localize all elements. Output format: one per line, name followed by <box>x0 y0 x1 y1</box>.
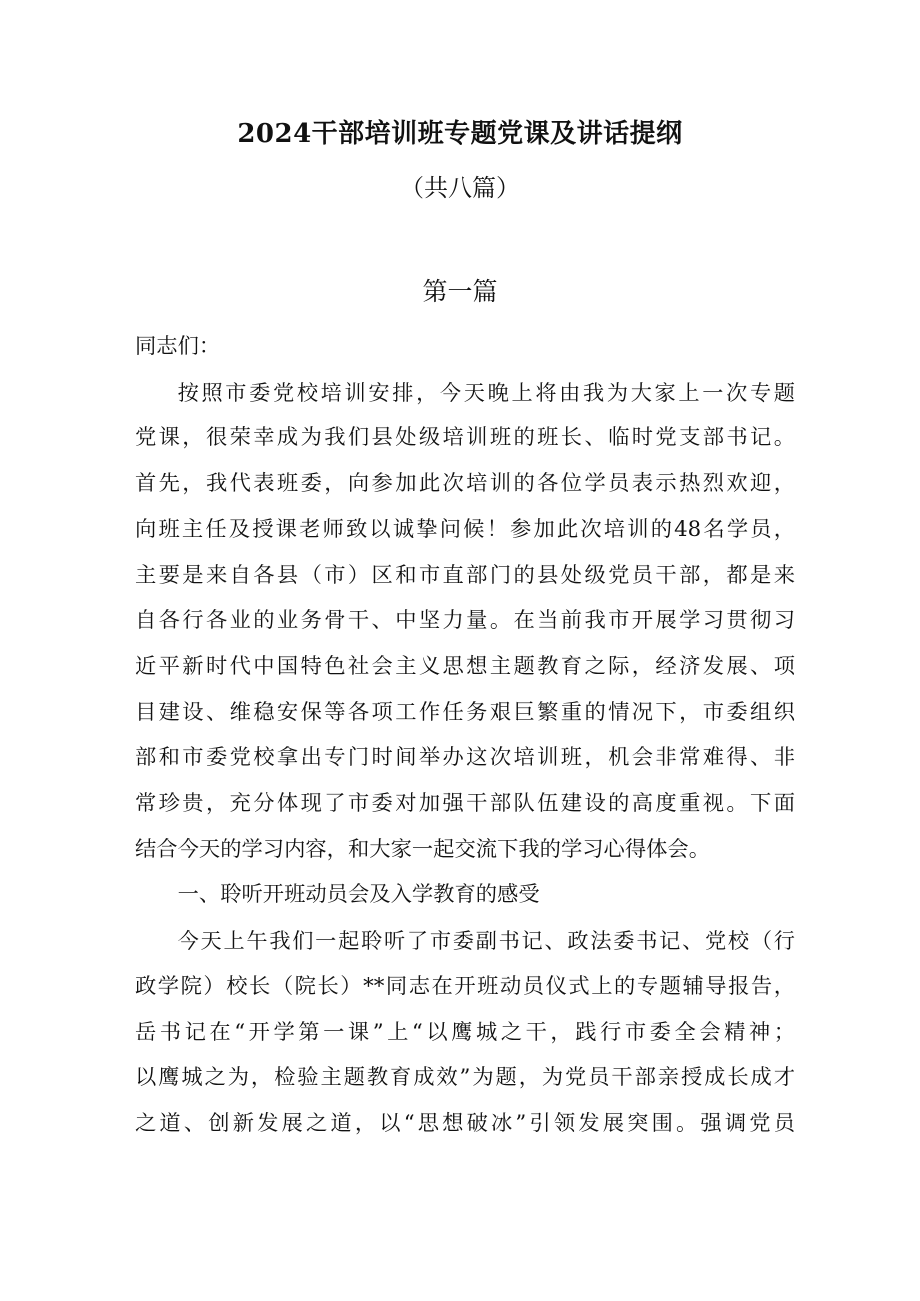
document-subtitle: （共八篇） <box>400 174 520 202</box>
paragraph-line: 主要是来自各县（市）区和市直部门的县处级党员干部，都是来 <box>135 562 795 588</box>
paragraph-line: 政学院）校长（院长）**同志在开班动员仪式上的专题辅导报告， <box>135 973 795 999</box>
paragraph-2 <box>135 918 795 1147</box>
section-heading: 第一篇 <box>422 277 498 306</box>
document-body <box>135 324 795 1147</box>
paragraph-line: 常珍贵，充分体现了市委对加强干部队伍建设的高度重视。下面 <box>135 791 795 817</box>
paragraph-line: 部和市委党校拿出专门时间举办这次培训班，机会非常难得、非 <box>135 745 795 771</box>
paragraph-line: 首先，我代表班委，向参加此次培训的各位学员表示热烈欢迎， <box>135 471 795 497</box>
heading-1: 一、聆听开班动员会及入学教育的感受 <box>177 882 540 908</box>
paragraph-line: 今天上午我们一起聆听了市委副书记、政法委书记、党校（行 <box>177 928 795 954</box>
paragraph-1 <box>135 370 795 873</box>
paragraph-line: 结合今天的学习内容，和大家一起交流下我的学习心得体会。 <box>135 836 711 862</box>
paragraph-line: 自各行各业的业务骨干、中坚力量。在当前我市开展学习贯彻习 <box>135 608 795 634</box>
paragraph-line: 近平新时代中国特色社会主义思想主题教育之际，经济发展、项 <box>135 653 795 679</box>
paragraph-line: 以鹰城之为，检验主题教育成效”为题，为党员干部亲授成长成才 <box>135 1065 795 1091</box>
paragraph-line: 向班主任及授课老师致以诚挚问候！参加此次培训的48名学员， <box>135 516 795 542</box>
paragraph-line: 按照市委党校培训安排，今天晚上将由我为大家上一次专题 <box>177 379 795 405</box>
paragraph-line: 目建设、维稳安保等各项工作任务艰巨繁重的情况下，市委组织 <box>135 699 795 725</box>
salutation: 同志们： <box>135 334 221 359</box>
paragraph-line: 之道、创新发展之道，以“思想破冰”引领发展突围。强调党员 <box>135 1110 795 1136</box>
paragraph-line: 党课，很荣幸成为我们县处级培训班的班长、临时党支部书记。 <box>135 425 795 451</box>
paragraph-line: 岳书记在“开学第一课”上“以鹰城之干，践行市委全会精神； <box>135 1019 795 1045</box>
document-title: 2024干部培训班专题党课及讲话提纲 <box>237 119 683 149</box>
